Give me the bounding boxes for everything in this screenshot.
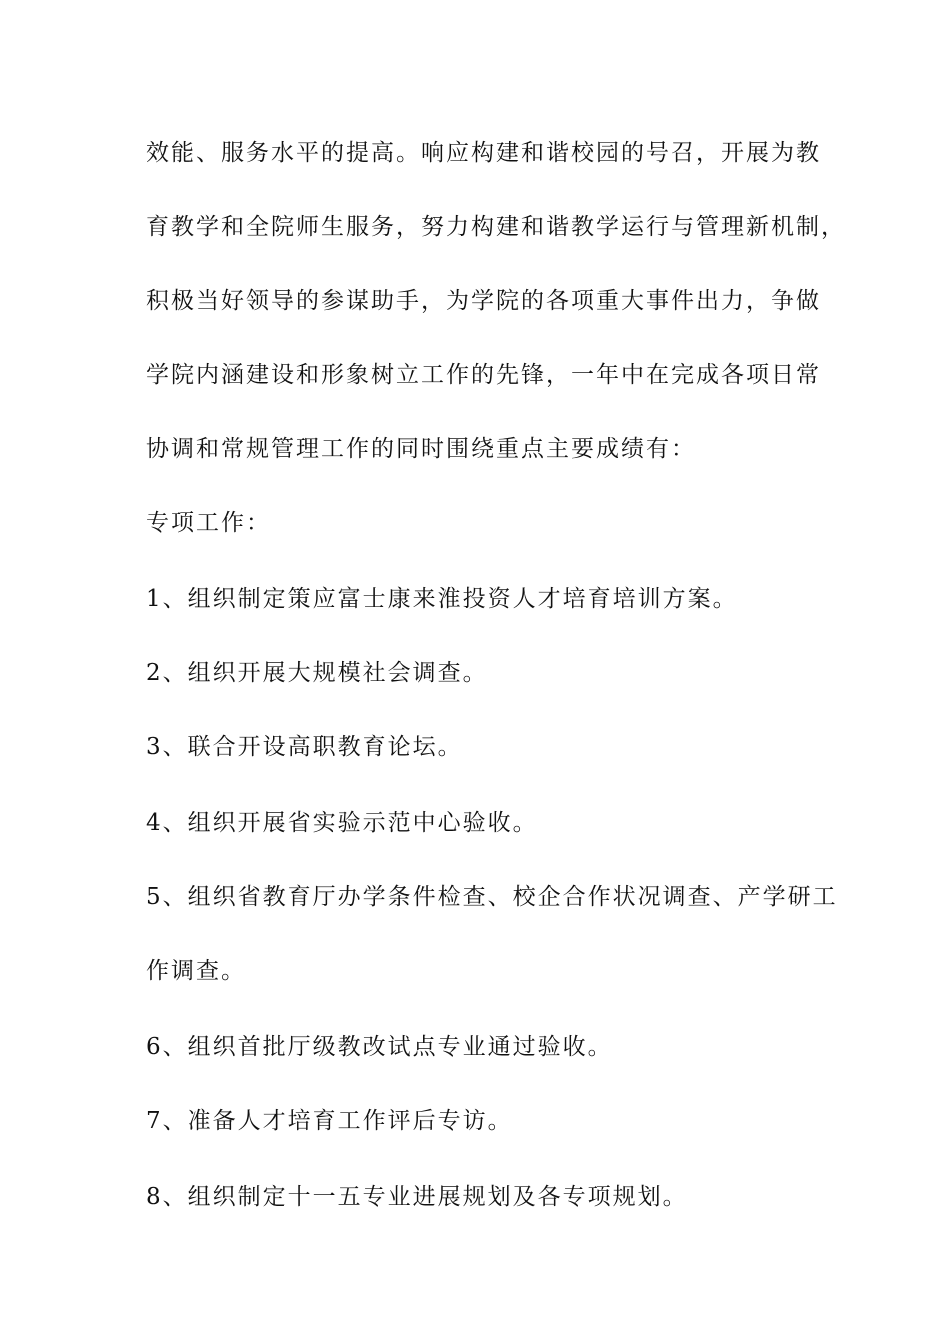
list-item: 1、组织制定策应富士康来淮投资人才培育培训方案。 [146, 586, 738, 612]
list-item: 2、组织开展大规模社会调查。 [146, 660, 488, 686]
paragraph-line: 协调和常规管理工作的同时围绕重点主要成绩有： [146, 436, 696, 462]
list-item: 7、准备人才培育工作评后专访。 [146, 1108, 513, 1134]
list-item-continuation: 作调查。 [146, 958, 246, 984]
paragraph-line: 效能、服务水平的提高。响应构建和谐校园的号召，开展为教 [146, 140, 821, 166]
list-item: 3、联合开设高职教育论坛。 [146, 734, 463, 760]
paragraph-line: 学院内涵建设和形象树立工作的先锋，一年中在完成各项日常 [146, 362, 821, 388]
section-heading: 专项工作： [146, 510, 271, 536]
paragraph-line: 育教学和全院师生服务，努力构建和谐教学运行与管理新机制， [146, 214, 846, 240]
list-item: 8、组织制定十一五专业进展规划及各专项规划。 [146, 1184, 688, 1210]
paragraph-line: 积极当好领导的参谋助手，为学院的各项重大事件出力，争做 [146, 288, 821, 314]
list-item: 6、组织首批厅级教改试点专业通过验收。 [146, 1034, 613, 1060]
list-item: 4、组织开展省实验示范中心验收。 [146, 810, 538, 836]
list-item: 5、组织省教育厅办学条件检查、校企合作状况调查、产学研工 [146, 884, 838, 910]
